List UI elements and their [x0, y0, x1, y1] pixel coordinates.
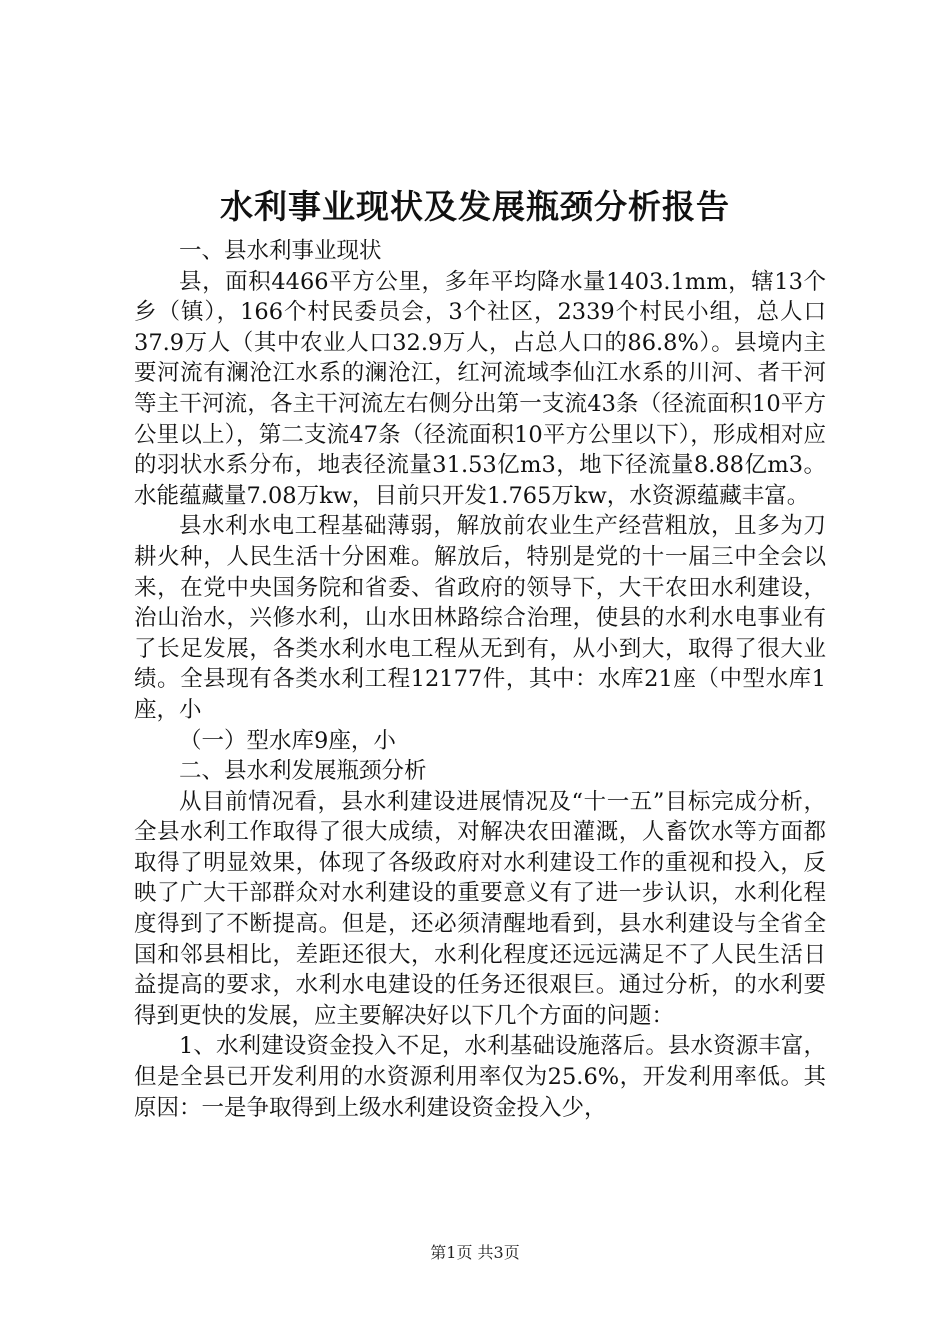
section-heading-1: 一、县水利事业现状	[179, 238, 382, 264]
paragraph-4: 从目前情况看，县水利建设进展情况及“十一五”目标完成分析，全县水利工作取得了很大成绩，对解决农田灌溉，人畜饮水等方面都取得了明显效果，体现了各级政府对水利建设工作的重视和投入，反映了广大干部群众对水利建设的重要意义有了进一步认识，水利化程度得到了不断提高。但是，还必须清醒地看到，县水利建设与全省全国和邻县相比，差距还很大，水利化程度还远远满足不了人民生活日益提高的要求，水利水电建设的任务还很艰巨。通过分析，的水利要得到更快的发展，应主要解决好以下几个方面的问题：	[134, 788, 826, 1029]
page-footer: 第1页 共3页	[430, 1243, 520, 1262]
document-title: 水利事业现状及发展瓶颈分析报告	[220, 187, 730, 226]
section-heading-2: 二、县水利发展瓶颈分析	[179, 758, 427, 785]
paragraph-1: 县，面积4466平方公里，多年平均降水量1403.1mm，辖13个乡（镇），166个村民委员会，3个社区，2339个村民小组，总人口37.9万人（其中农业人口32.9万人，占总人口的86.8%）。县境内主要河流有澜沧江水系的澜沧江，红河流域李仙江水系的川河、者干河等主干河流，各主干河流左右侧分出第一支流43条（径流面积10平方公里以上），第二支流47条（径流面积10平方公里以下），形成相对应的羽状水系分布，地表径流量31.53亿m3，地下径流量8.88亿m3。水能蕴藏量7.08万kw，目前只开发1.765万kw，水资源蕴藏丰富。	[134, 268, 826, 509]
paragraph-2: 县水利水电工程基础薄弱，解放前农业生产经营粗放，且多为刀耕火种，人民生活十分困难。解放后，特别是党的十一届三中全会以来，在党中央国务院和省委、省政府的领导下，大干农田水利建设，治山治水，兴修水利，山水田林路综合治理，使县的水利水电事业有了长足发展，各类水利水电工程从无到有，从小到大，取得了很大业绩。全县现有各类水利工程12177件，其中：水库21座（中型水库1座，小	[134, 513, 826, 723]
document-body	[134, 236, 826, 1123]
paragraph-5: 1、水利建设资金投入不足，水利基础设施落后。县水资源丰富，但是全县已开发利用的水资源利用率仅为25.6%，开发利用率低。其原因：一是争取得到上级水利建设资金投入少，	[134, 1033, 826, 1121]
paragraph-3: （一）型水库9座，小	[179, 727, 396, 754]
